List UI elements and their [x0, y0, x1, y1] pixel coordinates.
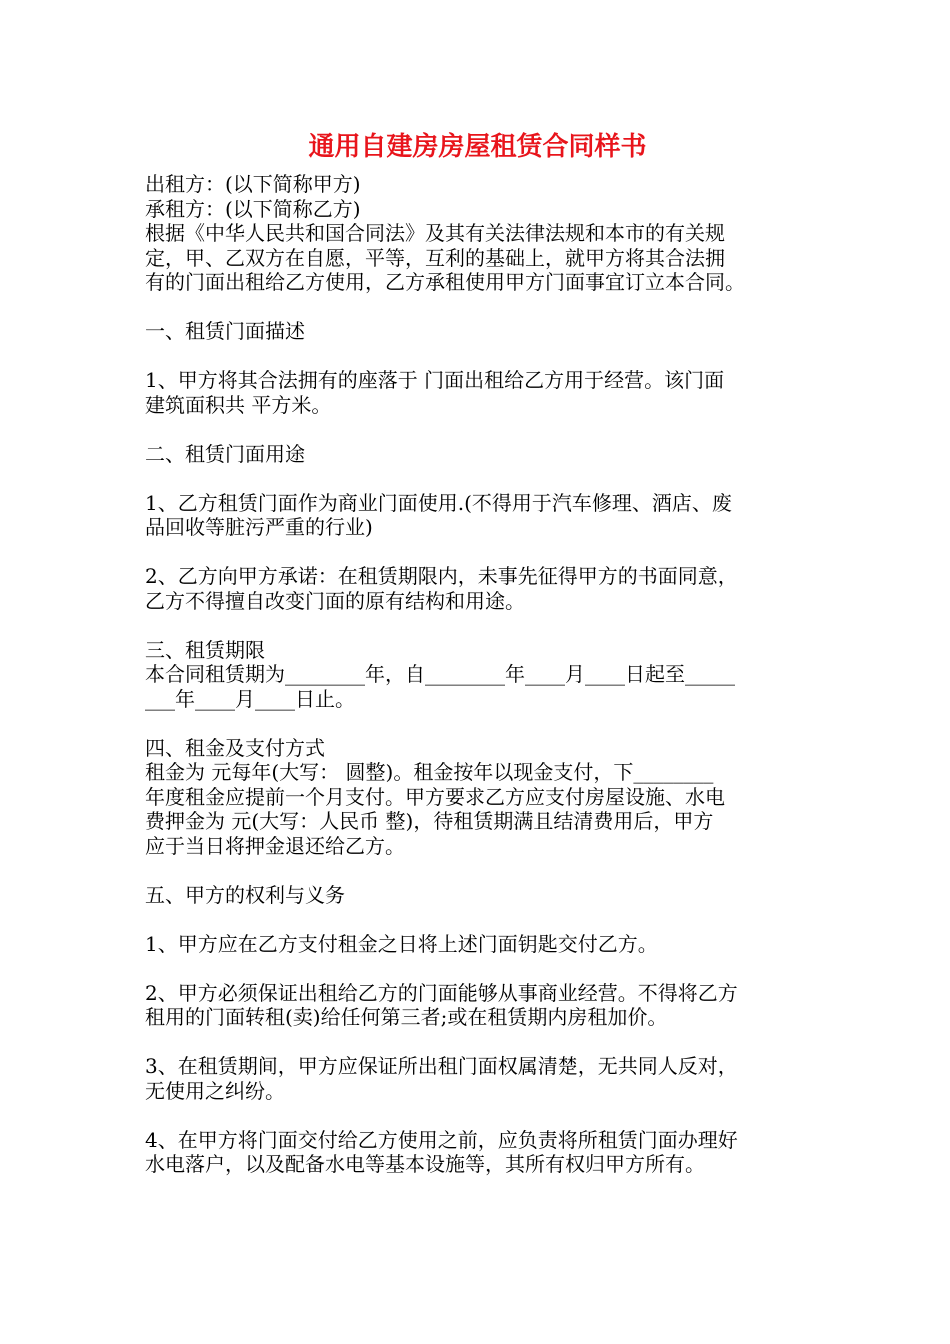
text-line: 租用的门面转租(卖)给任何第三者;或在租赁期内房租加价。 — [145, 1005, 668, 1029]
text-line: 品回收等脏污严重的行业) — [145, 515, 373, 539]
text-line: 费押金为 元(大写：人民币 整)，待租赁期满且结清费用后，甲方 — [145, 809, 714, 833]
paragraph-gap — [145, 295, 810, 320]
text-line: 4、在甲方将门面交付给乙方使用之前，应负责将所租赁门面办理好 — [145, 1127, 738, 1152]
paragraph-gap — [145, 1030, 810, 1055]
document-body — [145, 172, 810, 1177]
text-line: 三、租赁期限 — [145, 637, 265, 662]
text-line: 3、在租赁期间，甲方应保证所出租门面权属清楚，无共同人反对， — [145, 1054, 738, 1078]
paragraph-gap — [145, 540, 810, 565]
paragraph-gap — [145, 907, 810, 932]
paragraph-gap — [145, 858, 810, 883]
text-line: 应于当日将押金退还给乙方。 — [145, 833, 405, 858]
text-line: 一、租赁门面描述 — [145, 319, 305, 343]
text-line: 乙方不得擅自改变门面的原有结构和用途。 — [145, 588, 525, 613]
text-line: 四、租金及支付方式 — [145, 735, 325, 760]
text-line: 年度租金应提前一个月支付。甲方要求乙方应支付房屋设施、水电 — [145, 784, 725, 809]
text-line: 1、乙方租赁门面作为商业门面使用.(不得用于汽车修理、酒店、废 — [145, 490, 732, 515]
text-line: 2、乙方向甲方承诺：在租赁期限内，未事先征得甲方的书面同意， — [145, 564, 738, 588]
text-line: 无使用之纠纷。 — [145, 1078, 285, 1103]
paragraph-gap — [145, 711, 810, 736]
text-line: 建筑面积共 平方米。 — [145, 392, 332, 417]
text-line: 五、甲方的权利与义务 — [145, 882, 345, 907]
paragraph-gap — [145, 344, 810, 369]
text-line: 承租方：(以下简称乙方) — [145, 196, 361, 221]
text-line: 有的门面出租给乙方使用，乙方承租使用甲方门面事宜订立本合同。 — [145, 270, 745, 294]
paragraph-gap — [145, 417, 810, 442]
paragraph-gap — [145, 613, 810, 638]
paragraph-gap — [145, 956, 810, 981]
text-line: ___年____月____日止。 — [145, 686, 355, 711]
text-line: 二、租赁门面用途 — [145, 441, 305, 466]
text-line: 2、甲方必须保证出租给乙方的门面能够从事商业经营。不得将乙方 — [145, 980, 738, 1005]
contract-page — [145, 130, 810, 1177]
text-line: 租金为 元每年(大写： 圆整)。租金按年以现金支付，下________ — [145, 760, 714, 784]
document-title: 通用自建房房屋租赁合同样书 — [308, 132, 647, 162]
paragraph-gap — [145, 1103, 810, 1128]
text-line: 出租方：(以下简称甲方) — [145, 172, 361, 196]
text-line: 水电落户，以及配备水电等基本设施等，其所有权归甲方所有。 — [145, 1152, 705, 1176]
text-line: 本合同租赁期为________年，自________年____月____日起至_____ — [145, 662, 735, 686]
text-line: 定，甲、乙双方在自愿，平等，互利的基础上，就甲方将其合法拥 — [145, 245, 725, 270]
text-line: 根据《中华人民共和国合同法》及其有关法律法规和本市的有关规 — [145, 221, 725, 245]
text-line: 1、甲方将其合法拥有的座落于 门面出租给乙方用于经营。该门面 — [145, 368, 725, 392]
paragraph-gap — [145, 466, 810, 491]
text-line: 1、甲方应在乙方支付租金之日将上述门面钥匙交付乙方。 — [145, 931, 658, 956]
